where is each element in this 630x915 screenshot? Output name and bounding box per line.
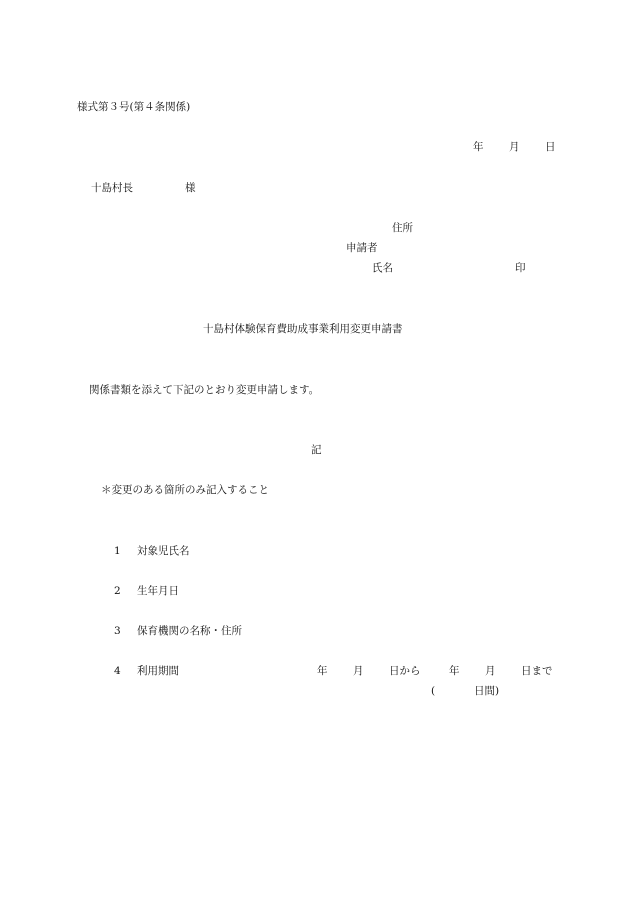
address-label: 住所 — [392, 222, 413, 234]
period-to-month: 月 — [485, 665, 496, 677]
document-title: 十島村体験保育費助成事業利用変更申請書 — [203, 323, 403, 335]
period-from-month: 月 — [353, 665, 364, 677]
body-text: 関係書類を添えて下記のとおり変更申請します。 — [89, 384, 320, 396]
period-from-year: 年 — [317, 665, 328, 677]
date-month: 月 — [509, 141, 520, 153]
name-label: 氏名 — [372, 262, 393, 274]
item-number: 3 — [114, 625, 121, 637]
item-label: 利用期間 — [137, 665, 179, 677]
note-text: ＊変更のある箇所のみ記入すること — [101, 484, 269, 496]
item-number: 2 — [114, 585, 121, 597]
seal-label: 印 — [515, 262, 526, 274]
ki-heading: 記 — [311, 444, 322, 456]
period-to-year: 年 — [449, 665, 460, 677]
date-day: 日 — [545, 141, 556, 153]
period-days: 日間) — [474, 685, 500, 697]
item-label: 保育機関の名称・住所 — [137, 625, 242, 637]
addressee-suffix: 様 — [185, 182, 196, 194]
period-days-open: ( — [431, 685, 436, 697]
item-number: 1 — [114, 545, 121, 557]
item-label: 生年月日 — [137, 585, 179, 597]
item-number: 4 — [114, 665, 121, 677]
addressee-name: 十島村長 — [91, 182, 133, 194]
period-to-day: 日まで — [521, 665, 553, 677]
applicant-label: 申請者 — [346, 242, 378, 254]
period-from-day: 日から — [389, 665, 421, 677]
item-label: 対象児氏名 — [137, 545, 190, 557]
form-number: 様式第３号(第４条関係) — [77, 101, 191, 113]
date-year: 年 — [473, 141, 484, 153]
